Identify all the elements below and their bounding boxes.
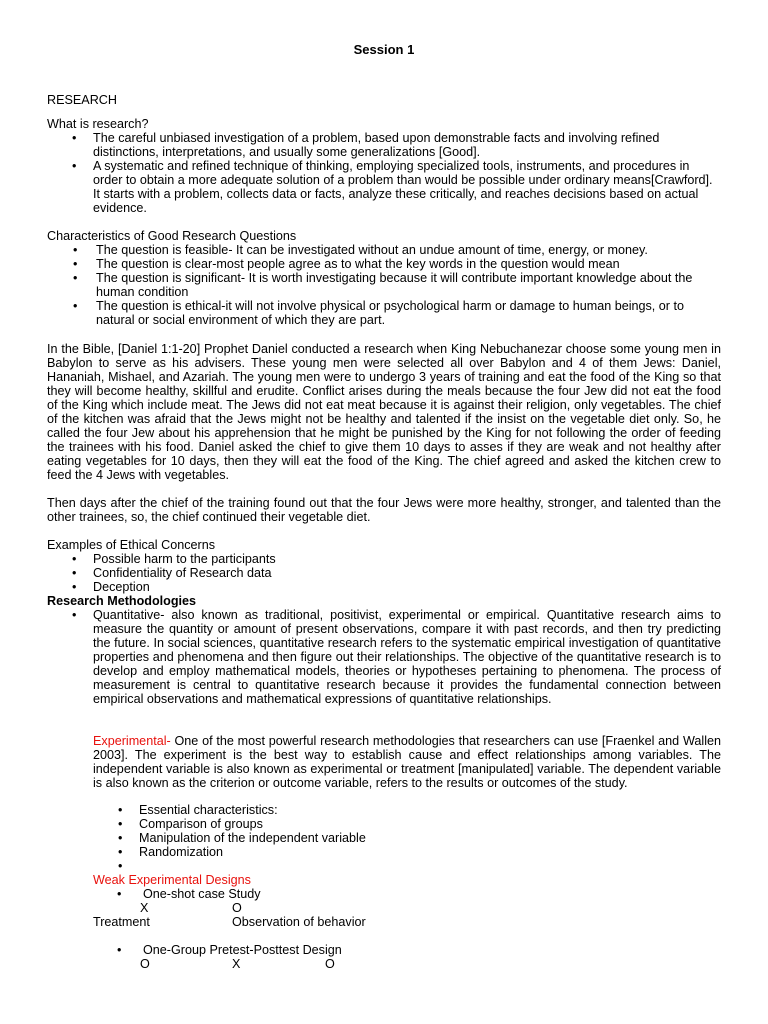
one-shot-label: • One-shot case Study bbox=[93, 887, 721, 901]
list-item: • The question is significant- It is worth investigating because it will contribute important knowledge about the human condition bbox=[47, 271, 721, 299]
list-item: • Confidentiality of Research data bbox=[47, 566, 721, 580]
list-item: • Randomization bbox=[93, 845, 721, 859]
weak-designs-section bbox=[47, 873, 721, 971]
quantitative-item: • Quantitative- also known as traditional, positivist, experimental or empirical. Quantitative research aims to measure the quantity or amount of present observations, compare it with past records, and then try predicting the future. In social sciences, quantitative research refers to the systematic empirical investigation of quantitative properties and phenomena and then figure out their relationships. The objective of the quantitative research is to develop and employ mathematical models, theories or hypotheses pertaining to phenomena. The process of measurement is central to quantitative research because it provides the fundamental connection between empirical observations and mathematical expressions of quantitative relationships. bbox=[47, 608, 721, 706]
one-shot-labels-row bbox=[47, 915, 721, 929]
page-title: Session 1 bbox=[353, 42, 415, 57]
list-item: • A systematic and refined technique of thinking, employing specialized tools, instruments, and procedures in order to obtain a more adequate solution of a problem than would be possible under ordinary means[Crawford]. It starts with a problem, collects data or facts, analyze these critically, and reaches decisions based on actual evidence. bbox=[47, 159, 721, 215]
quantitative-section bbox=[47, 608, 721, 706]
experimental-paragraph bbox=[47, 734, 721, 790]
list-item: • The question is ethical-it will not involve physical or psychological harm or damage to human beings, or to natural or social environment of which they are part. bbox=[47, 299, 721, 327]
list-item: • The careful unbiased investigation of a problem, based upon demonstrable facts and involving refined distinctions, interpretations, and usually some generalizations [Good]. bbox=[47, 131, 721, 159]
one-group-x: X bbox=[232, 957, 241, 971]
one-group-o1: O bbox=[140, 957, 150, 971]
ethical-list bbox=[47, 552, 721, 594]
observation-label: Observation of behavior bbox=[232, 915, 366, 929]
list-item: • Deception bbox=[47, 580, 721, 594]
one-shot-o: O bbox=[232, 901, 242, 915]
one-shot-x: X bbox=[140, 901, 149, 915]
characteristics-heading: Characteristics of Good Research Questions bbox=[47, 229, 297, 243]
list-item: • Manipulation of the independent variable bbox=[93, 831, 721, 845]
essential-list bbox=[47, 803, 721, 873]
one-group-symbols-row bbox=[47, 957, 721, 971]
then-paragraph: Then days after the chief of the training found out that the four Jews were more healthy, stronger, and talented than the other trainees, so, the chief continued their vegetable diet. bbox=[47, 496, 721, 524]
ethical-heading: Examples of Ethical Concerns bbox=[47, 538, 215, 552]
experimental-label: Experimental- bbox=[93, 734, 171, 748]
what-is-research-section bbox=[47, 117, 721, 215]
list-item: • Possible harm to the participants bbox=[47, 552, 721, 566]
treatment-label: Treatment bbox=[93, 915, 150, 929]
one-group-label: • One-Group Pretest-Posttest Design bbox=[93, 943, 721, 957]
essential-section bbox=[47, 803, 721, 873]
list-item: • The question is clear-most people agree as to what the key words in the question would mean bbox=[47, 257, 721, 271]
weak-designs-heading: Weak Experimental Designs bbox=[93, 873, 251, 887]
list-item: • Essential characteristics: bbox=[93, 803, 721, 817]
bible-paragraph: In the Bible, [Daniel 1:1-20] Prophet Daniel conducted a research when King Nebuchanezar choose some young men in Babylon to serve as his advisers. These young men were selected all over Babylon and 4 of them Jews: Daniel, Hananiah, Mishael, and Azariah. The young men were to undergo 3 years of training and eat the food of the King so that they will become healthy, skillful and erudite. Conflict arises during the meals because the four Jew did not eat the food of the King which include meat. The Jews did not eat meat because it is against their religion, only vegetables. The chief of the kitchen was afraid that the Jews might not be healthy and talented if the insist on the vegetable diet only. So, he called the four Jew about his apprehension that he might be punished by the King for not following the order of feeding the trainees with his food. Daniel asked the chief to give them 10 days to asses if they are weak and not healthy after eating vegetables for 10 days, then they will eat the food of the King. The chief agreed and asked the kitchen crew to feed the 4 Jews with vegetables. bbox=[47, 342, 721, 482]
research-definitions-list bbox=[47, 131, 721, 215]
methodologies-list bbox=[47, 608, 721, 706]
list-item: • The question is feasible- It can be investigated without an undue amount of time, energy, or money. bbox=[47, 243, 721, 257]
list-item bbox=[93, 859, 721, 873]
experimental-text: One of the most powerful research methodologies that researchers can use [Fraenkel and Wallen 2003]. The experiment is the best way to establish cause and effect relationships among variables. The independent variable is also known as experimental or treatment [manipulated] variable. The dependent variable is also known as the criterion or outcome variable, refers to the results or outcomes of the study. bbox=[93, 734, 721, 790]
one-group-o2: O bbox=[325, 957, 335, 971]
characteristics-list bbox=[47, 243, 721, 327]
ethical-section bbox=[47, 538, 721, 608]
research-heading: RESEARCH bbox=[47, 93, 117, 107]
list-item: • Comparison of groups bbox=[93, 817, 721, 831]
characteristics-section bbox=[47, 229, 721, 327]
methodologies-heading: Research Methodologies bbox=[47, 594, 197, 608]
one-group-list bbox=[47, 943, 721, 957]
one-shot-symbols-row bbox=[47, 901, 721, 915]
one-shot-list bbox=[47, 887, 721, 901]
what-is-research-question: What is research? bbox=[47, 117, 149, 131]
